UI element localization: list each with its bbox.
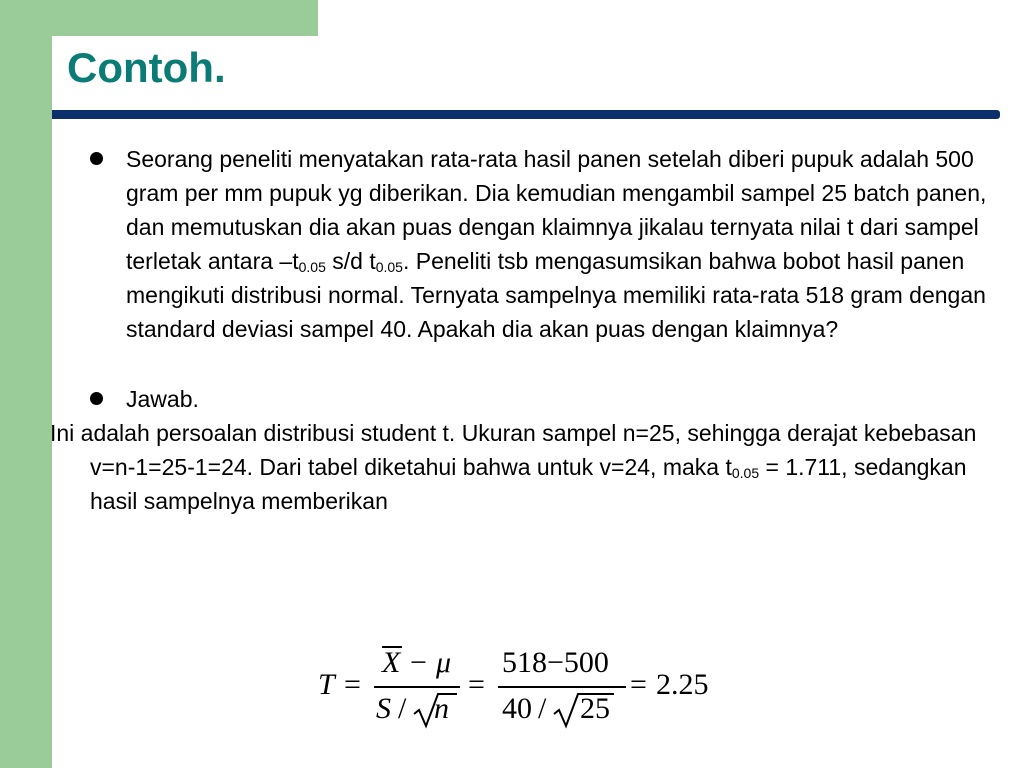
fraction-line-1 xyxy=(374,686,460,688)
answer-text xyxy=(50,416,996,518)
formula-equals-3: = xyxy=(630,668,647,701)
formula-equals: = xyxy=(344,668,361,701)
problem-text xyxy=(126,142,996,346)
formula-minus: − xyxy=(410,646,427,679)
formula-numerator-2: 518−500 xyxy=(502,646,609,679)
slide-body xyxy=(50,142,996,518)
answer-heading: Jawab. xyxy=(126,386,199,412)
bullet-item-problem xyxy=(86,142,996,346)
fraction-line-2 xyxy=(498,686,626,688)
formula-s: S xyxy=(376,692,391,725)
formula-mu: μ xyxy=(436,646,452,679)
title-rule xyxy=(52,110,1000,119)
formula-result: 2.25 xyxy=(656,668,709,701)
formula-xbar: X xyxy=(382,646,401,679)
answer-text-part2: = 1.711, sedangkan hasil sampelnya memberikan xyxy=(90,454,967,514)
subscript: 0.05 xyxy=(731,465,760,481)
problem-text-part3: . Peneliti tsb mengasumsikan bahwa bobot hasil panen mengikuti distribusi normal. Ternyata sampelnya memiliki rata-rata 518 gram dengan standard deviasi sampel 40. Apakah dia akan puas dengan klaimnya? xyxy=(126,248,986,342)
answer-text-part1: Ini adalah persoalan distribusi student t. Ukuran sampel n=25, sehingga derajat kebebasan v=n-1=25-1=24. Dari tabel diketahui bahwa untuk v=24, maka t xyxy=(50,420,977,480)
formula-den2-a: 40 xyxy=(502,692,532,725)
top-green-band xyxy=(52,0,318,36)
slide-title: Contoh. xyxy=(67,44,226,91)
bullet-item-answer xyxy=(86,382,996,416)
bullet-dot-icon xyxy=(90,392,103,405)
formula-lhs: T xyxy=(318,668,335,701)
formula-den2-b: 25 xyxy=(580,692,610,725)
problem-text-part1: Seorang peneliti menyatakan rata-rata hasil panen setelah diberi pupuk adalah 500 gram per mm pupuk yg diberikan. Dia kemudian mengambil sampel 25 batch panen, dan memutuskan dia akan puas dengan klaimnya jikalau ternyata nilai t dari sampel terletak antara –t xyxy=(126,146,987,274)
subscript: 0.05 xyxy=(298,259,326,275)
formula-n: n xyxy=(434,692,449,725)
formula-slash: / xyxy=(398,692,407,725)
formula-equals-2: = xyxy=(468,668,485,701)
formula-den2-slash: / xyxy=(538,692,547,725)
subscript: 0.05 xyxy=(375,259,403,275)
left-green-band xyxy=(0,0,52,768)
bullet-dot-icon xyxy=(90,152,103,165)
problem-text-part2: s/d t xyxy=(325,248,376,274)
